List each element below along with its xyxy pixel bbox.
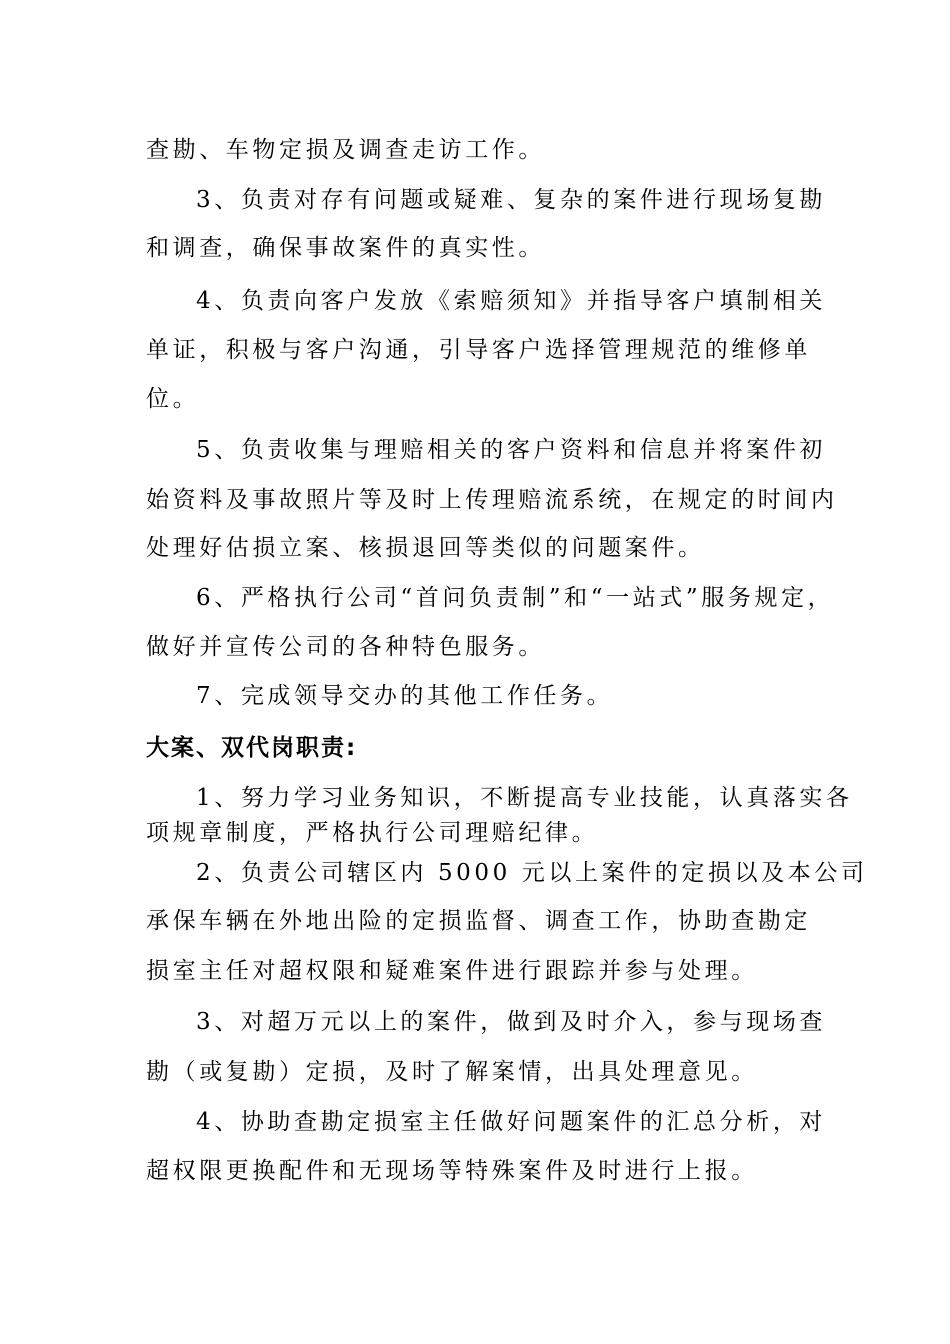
text-line: 损室主任对超权限和疑难案件进行跟踪并参与处理。 [146, 958, 758, 984]
text-line: 3、对超万元以上的案件，做到及时介入，参与现场查 [196, 1009, 827, 1035]
text-line: 查勘、车物定损及调查走访工作。 [146, 137, 545, 163]
text-line: 4、负责向客户发放《索赔须知》并指导客户填制相关 [196, 288, 827, 314]
text-line: 位。 [146, 386, 200, 412]
text-line: 处理好估损立案、核损退回等类似的问题案件。 [146, 535, 705, 561]
text-line: 1、努力学习业务知识，不断提高专业技能，认真落实各 [196, 785, 853, 811]
text-line: 2、负责公司辖区内 5000 元以上案件的定损以及本公司 [196, 860, 868, 886]
text-line: 做好并宣传公司的各种特色服务。 [146, 634, 545, 660]
text-line: 4、协助查勘定损室主任做好问题案件的汇总分析，对 [196, 1109, 827, 1135]
text-line: 6、严格执行公司“首问负责制”和“一站式”服务规定， [196, 585, 835, 611]
section-heading: 大案、双代岗职责: [146, 735, 358, 761]
text-line: 勘（或复勘）定损，及时了解案情，出具处理意见。 [146, 1059, 758, 1085]
text-line: 单证，积极与客户沟通，引导客户选择管理规范的维修单 [146, 337, 811, 363]
text-line: 5、负责收集与理赔相关的客户资料和信息并将案件初 [196, 437, 827, 463]
text-line: 和调查，确保事故案件的真实性。 [146, 235, 545, 261]
text-line: 7、完成领导交办的其他工作任务。 [196, 683, 614, 709]
text-line: 承保车辆在外地出险的定损监督、调查工作，协助查勘定 [146, 908, 811, 934]
text-line: 始资料及事故照片等及时上传理赔流系统，在规定的时间内 [146, 487, 838, 513]
text-line: 超权限更换配件和无现场等特殊案件及时进行上报。 [146, 1158, 758, 1184]
text-line: 3、负责对存有问题或疑难、复杂的案件进行现场复勘 [196, 187, 827, 213]
text-line: 项规章制度，严格执行公司理赔纪律。 [146, 820, 599, 846]
